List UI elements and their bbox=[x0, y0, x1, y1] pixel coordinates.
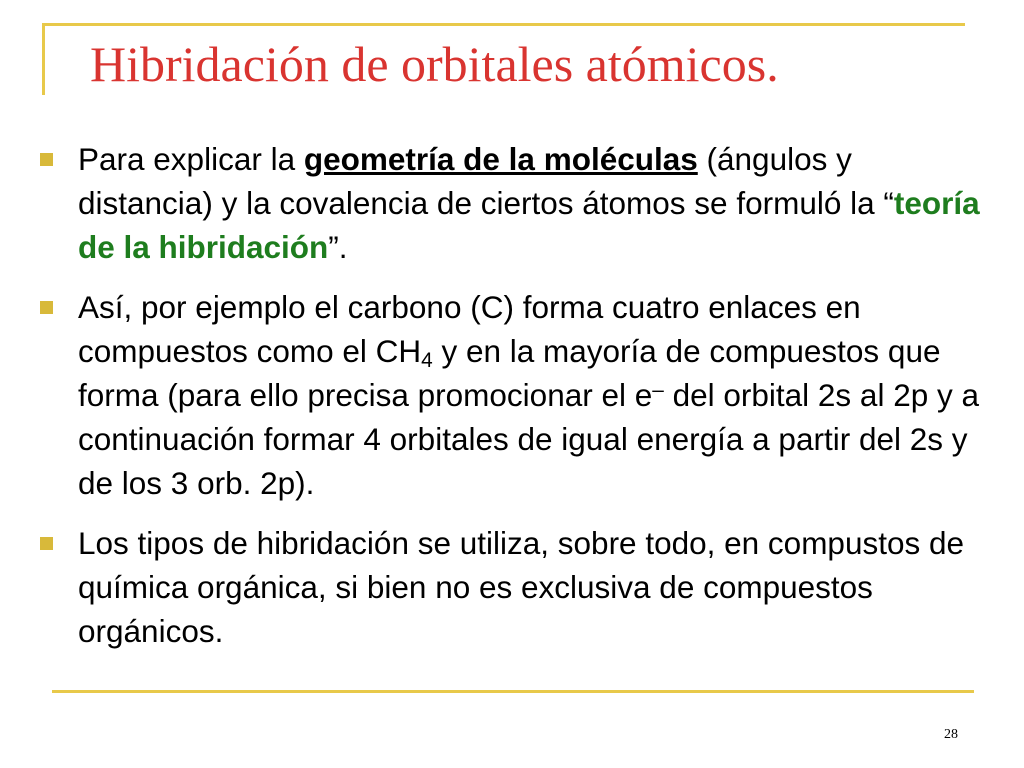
bullet-text: y en la mayoría de compuestos que forma (para ello precisa promocionar el e bbox=[78, 333, 941, 413]
emphasized-term: geometría de la moléculas bbox=[303, 141, 698, 177]
bullet-text: Para explicar la bbox=[78, 141, 304, 177]
left-accent-line bbox=[42, 23, 45, 95]
bullet-text: (ángulos y distancia) y la covalencia de ciertos átomos se formuló la “ bbox=[78, 141, 894, 221]
bullet-list bbox=[40, 137, 990, 653]
bullet-text: del orbital 2s al 2p y a continuación formar 4 orbitales de igual energía a partir del 2s y de los 3 orb. 2p). bbox=[78, 377, 980, 501]
superscript: – bbox=[652, 378, 664, 402]
bullet-item-carbon bbox=[40, 285, 990, 505]
bullet-text: ”. bbox=[328, 229, 348, 265]
top-accent-line bbox=[42, 23, 965, 26]
highlighted-term: teoría de la hibridación bbox=[78, 185, 980, 265]
square-bullet-icon bbox=[40, 153, 53, 166]
page-number: 28 bbox=[944, 727, 958, 742]
bullet-text: Los tipos de hibridación se utiliza, sobre todo, en compustos de química orgánica, si bien no es exclusiva de compuestos orgánicos. bbox=[78, 525, 965, 649]
bullet-item-types bbox=[40, 521, 990, 653]
square-bullet-icon bbox=[40, 537, 53, 550]
bullet-text: Así, por ejemplo el carbono (C) forma cuatro enlaces en compuestos como el CH bbox=[78, 289, 861, 369]
bottom-accent-line bbox=[52, 690, 974, 693]
subscript: 4 bbox=[421, 349, 433, 373]
slide-title: Hibridación de orbitales atómicos. bbox=[90, 36, 779, 92]
bullet-item-geometry bbox=[40, 137, 990, 269]
square-bullet-icon bbox=[40, 301, 53, 314]
